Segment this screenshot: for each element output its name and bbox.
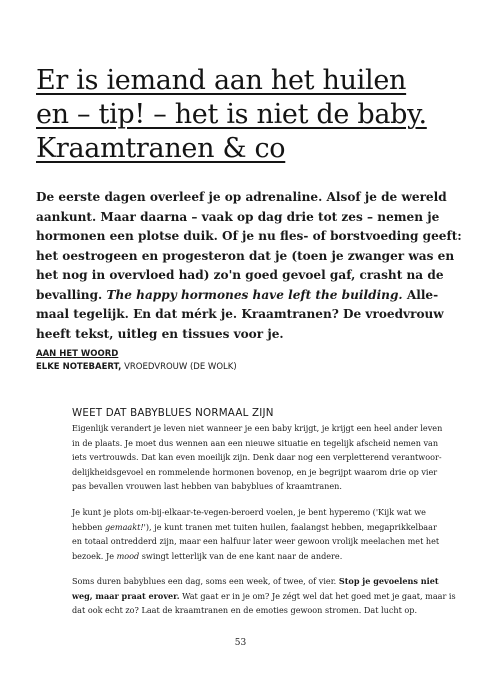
intro-line: De eerste dagen overleef je op adrenaline. Alsof je de wereld [36,190,447,204]
intro-line: het oestrogeen en progesteron dat je (toen je zwanger was en [36,248,455,263]
byline [36,348,336,374]
intro-line: maal tegelijk. En dat mérk je. Kraamtranen? De vroedvrouw [36,307,444,321]
byline-label: AAN HET WOORD [36,349,119,359]
body-line: in de plaats. Je moet dus wennen aan een nieuwe situatie en tegelijk afscheid nemen van [72,437,439,448]
byline-role: VROEDVROUW (DE WOLK) [121,362,237,372]
body-line: dat ook echt zo? Laat de kraamtranen en de emoties gewoon stromen. Dat lucht op. [72,605,418,615]
intro-line: hormonen een plotse duik. Of je nu fles- of borstvoeding geeft: [36,229,462,243]
body-text: Wat gaat er in je om? Je zégt wel dat het goed met je gaat, maar is [179,590,456,601]
body-line [72,589,456,604]
body-line: iets vertrouwds. Dat kan even moeilijk zijn. Denk daar nog een verpletterend verantwoor- [72,452,442,462]
body-line: Eigenlijk verandert je leven niet wanneer je een baby krijgt, je krijgt een heel ander leven [72,423,443,433]
body-line [72,549,424,564]
body-line [72,520,437,535]
body-line: delijkheidsgevoel en rommelende hormonen bovenop, en je begrijpt waarom drie op vier [72,466,438,477]
byline-person [36,362,237,372]
body-emphasis: mood [116,550,140,561]
body-text: '), je kunt tranen met tuiten huilen, faalangst hebben, megaprikkelbaar [143,521,437,532]
intro-line [36,286,454,306]
title-line: en – tip! – het is niet de baby. [36,99,427,130]
body-text: Soms duren babyblues een dag, soms een week, of twee, of vier. [72,576,339,586]
body-bold: Stop je gevoelens niet [338,576,439,586]
page-number: 53 [234,638,247,648]
body-line: en totaal ontredderd zijn, maar een halfuur later weer gewoon vrolijk meelachen met het [72,536,440,546]
body-line: pas bevallen vrouwen last hebben van babyblues of kraamtranen. [72,481,342,491]
title-line: Er is iemand aan het huilen [36,65,407,96]
intro-line: het nog in overvloed had) zo'n goed gevoel gaf, crasht na de [36,268,444,282]
body-text: hebben [72,521,105,532]
section-heading: WEET DAT BABYBLUES NORMAAL ZIJN [72,407,274,419]
body-line: Je kunt je plots om-bij-elkaar-te-vegen-beroerd voelen, je bent hyperemo ('Kijk wat we [72,507,426,517]
body-text: bezoek. Je [72,550,117,561]
intro-text: bevalling. [36,287,107,302]
title-line: Kraamtranen & co [36,133,286,164]
body-paragraph [72,574,456,618]
byline-name: ELKE NOTEBAERT, [36,362,122,372]
body-text: swingt letterlijk van de ene kant naar de andere. [139,550,343,561]
body-paragraph [72,421,443,494]
intro-line: heeft tekst, uitleg en tissues voor je. [36,326,284,341]
body-emphasis: gemaakt! [104,521,144,532]
chapter-title [36,64,456,166]
body-line [72,574,439,589]
intro-emphasis: The happy hormones have left the building. [106,287,403,302]
body-paragraph [72,505,440,563]
intro-paragraph [36,188,462,344]
intro-text: Alle- [402,287,439,302]
body-bold: weg, maar praat erover. [72,590,180,601]
intro-line: aankunt. Maar daarna – vaak op dag drie tot zes – nemen je [36,209,440,224]
